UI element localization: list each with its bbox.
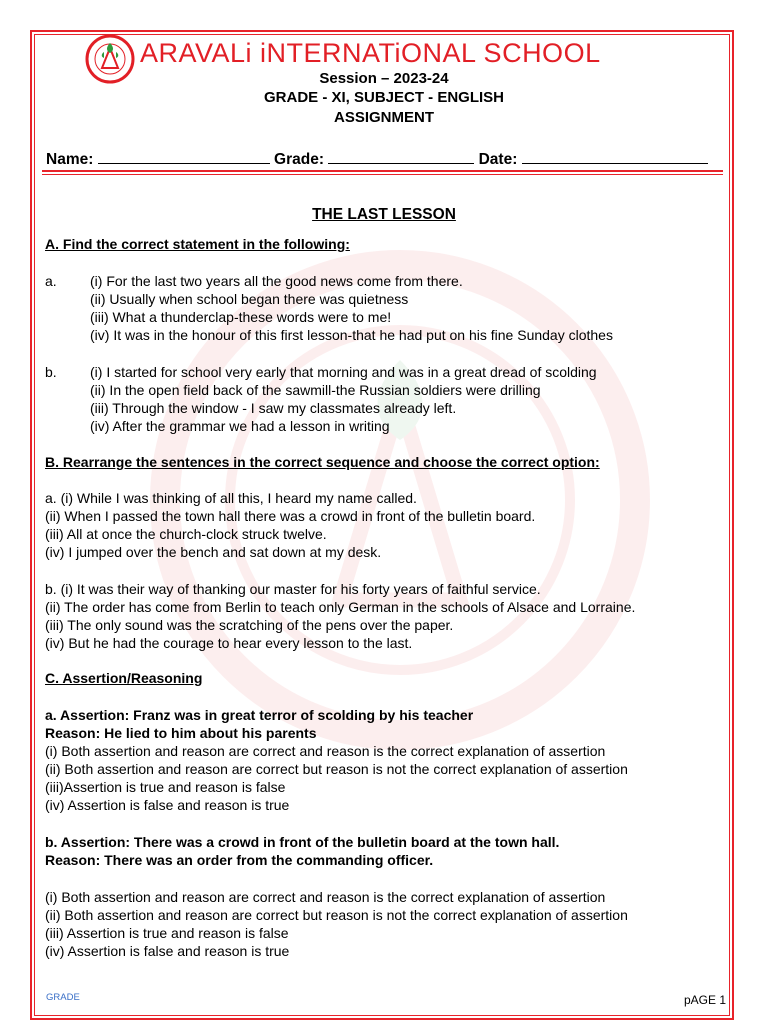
option-text: (iv) It was in the honour of this first lesson-that he had put on his fine Sunday clothes xyxy=(90,327,613,343)
lesson-title: THE LAST LESSON xyxy=(312,206,456,223)
section-c-heading: C. Assertion/Reasoning xyxy=(45,670,203,686)
option-text: (iii) What a thunderclap-these words were to me! xyxy=(90,309,392,325)
divider-line-thin xyxy=(42,174,723,175)
question-a-label: a. xyxy=(45,273,57,289)
section-a-q-b-options xyxy=(90,363,597,435)
option-text: (iii)Assertion is true and reason is false xyxy=(45,779,286,795)
sentence-text: (iii) The only sound was the scratching of the pens over the paper. xyxy=(45,617,454,633)
sentence-text: (iv) I jumped over the bench and sat down at my desk. xyxy=(45,544,382,560)
option-text: (i) For the last two years all the good news come from there. xyxy=(90,273,463,289)
date-field[interactable] xyxy=(522,149,708,164)
section-c-q-b-options xyxy=(45,888,628,960)
section-a-heading: A. Find the correct statement in the following: xyxy=(45,236,350,252)
option-text: (iii) Through the window - I saw my classmates already left. xyxy=(90,400,457,416)
option-text: (iii) Assertion is true and reason is false xyxy=(45,925,289,941)
option-text: (ii) In the open field back of the sawmill-the Russian soldiers were drilling xyxy=(90,382,541,398)
grade-label: Grade: xyxy=(274,151,324,168)
date-label: Date: xyxy=(478,151,518,168)
sentence-text: (ii) When I passed the town hall there was a crowd in front of the bulletin board. xyxy=(45,508,536,524)
school-name: ARAVALi iNTERNATiONAL SCHOOL xyxy=(140,38,601,68)
name-label: Name: xyxy=(46,151,94,168)
session-line: Session – 2023-24 xyxy=(319,70,449,87)
grade-field[interactable] xyxy=(328,149,474,164)
page-number: pAGE 1 xyxy=(684,993,727,1007)
reason-text: Reason: There was an order from the commanding officer. xyxy=(45,852,434,868)
footer-grade: GRADE xyxy=(46,992,80,1003)
option-text: (iv) Assertion is false and reason is true xyxy=(45,797,290,813)
section-b-q-a xyxy=(45,489,535,561)
divider-line xyxy=(42,170,723,172)
grade-subject-line: GRADE - XI, SUBJECT - ENGLISH xyxy=(263,89,505,106)
option-text: (ii) Usually when school began there was quietness xyxy=(90,291,409,307)
assertion-text: b. Assertion: There was a crowd in front of the bulletin board at the town hall. xyxy=(45,834,560,850)
name-field[interactable] xyxy=(98,149,270,164)
sentence-text: a. (i) While I was thinking of all this, I heard my name called. xyxy=(45,490,417,506)
reason-text: Reason: He lied to him about his parents xyxy=(45,725,317,741)
question-b-label: b. xyxy=(45,364,57,380)
option-text: (ii) Both assertion and reason are correct but reason is not the correct explanation of assertion xyxy=(45,907,628,923)
option-text: (i) I started for school very early that morning and was in a great dread of scolding xyxy=(90,364,597,380)
option-text: (ii) Both assertion and reason are correct but reason is not the correct explanation of assertion xyxy=(45,761,628,777)
sentence-text: (iv) But he had the courage to hear every lesson to the last. xyxy=(45,635,413,651)
section-b-heading: B. Rearrange the sentences in the correct sequence and choose the correct option: xyxy=(45,454,600,470)
option-text: (iv) Assertion is false and reason is true xyxy=(45,943,290,959)
sentence-text: (ii) The order has come from Berlin to teach only German in the schools of Alsace and Lorraine. xyxy=(45,599,636,615)
option-text: (i) Both assertion and reason are correct and reason is the correct explanation of assertion xyxy=(45,889,606,905)
option-text: (i) Both assertion and reason are correct and reason is the correct explanation of assertion xyxy=(45,743,606,759)
student-info-row xyxy=(46,149,708,169)
assignment-heading: ASSIGNMENT xyxy=(333,109,434,126)
section-b-q-b xyxy=(45,580,635,652)
section-c-q-b-statement xyxy=(45,833,559,869)
sentence-text: b. (i) It was their way of thanking our master for his forty years of faithful service. xyxy=(45,581,541,597)
assertion-text: a. Assertion: Franz was in great terror of scolding by his teacher xyxy=(45,707,474,723)
section-c-q-a xyxy=(45,706,628,814)
option-text: (iv) After the grammar we had a lesson in writing xyxy=(90,418,390,434)
section-a-q-a-options xyxy=(90,272,613,344)
sentence-text: (iii) All at once the church-clock struck twelve. xyxy=(45,526,327,542)
